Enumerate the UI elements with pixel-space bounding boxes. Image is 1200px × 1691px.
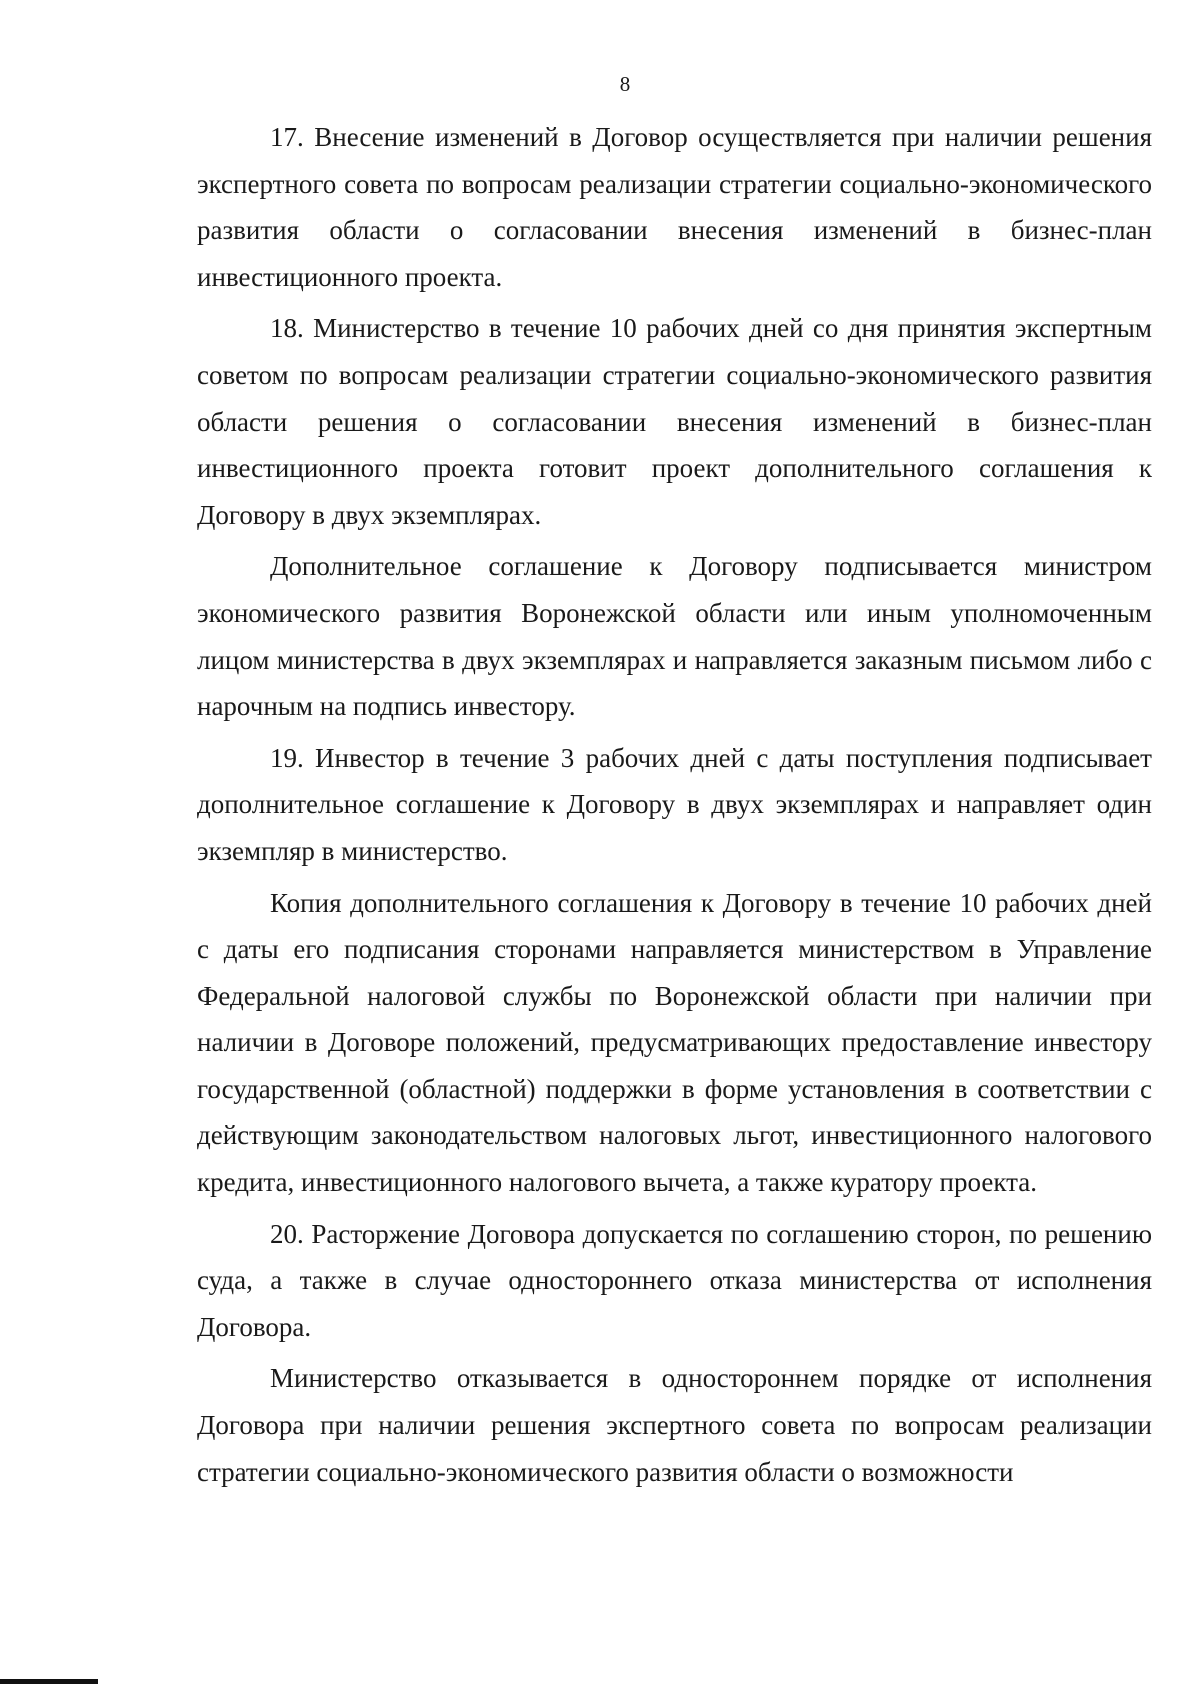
paragraph-17: 17. Внесение изменений в Договор осуществляется при наличии решения экспертного совета по вопросам реализации стратегии социально-экономического развития области о согласовании внесения изменений в бизнес-план инвестиционного проекта. [197,122,1152,292]
document-body [197,114,1152,1500]
paragraph-20: 20. Расторжение Договора допускается по соглашению сторон, по решению суда, а также в случае одностороннего отказа министерства от исполнения Договора. [197,1218,1152,1342]
paragraph-20-unilateral-refusal: Министерство отказывается в одностороннем порядке от исполнения Договора при наличии решения экспертного совета по вопросам реализации стратегии социально-экономического развития области о возможности [197,1363,1152,1487]
paragraph-18-additional-agreement-signing: Дополнительное соглашение к Договору подписывается министром экономического развития Воронежской области или иным уполномоченным лицом министерства в двух экземплярах и направляется заказным письмом либо с нарочным на подпись инвестору. [197,551,1152,722]
paragraph-19-copy-distribution: Копия дополнительного соглашения к Договору в течение 10 рабочих дней с даты его подписания сторонами направляется министерством в Управление Федеральной налоговой службы по Воронежской области при наличии при наличии в Договоре положений, предусматривающих предоставление инвестору государственной (областной) поддержки в форме установления в соответствии с действующим законодательством налоговых льгот, инвестиционного налогового кредита, инвестиционного налогового вычета, а также куратору проекта. [197,887,1152,1198]
paragraph-19: 19. Инвестор в течение 3 рабочих дней с даты поступления подписывает дополнительное соглашение к Договору в двух экземплярах и направляет один экземпляр в министерство. [197,742,1152,866]
scan-edge-mark [0,1679,98,1684]
paragraph-18: 18. Министерство в течение 10 рабочих дней со дня принятия экспертным советом по вопросам реализации стратегии социально-экономического развития области решения о согласовании внесения изменений в бизнес-план инвестиционного проекта готовит проект дополнительного соглашения к Договору в двух экземплярах. [197,313,1152,530]
page-number: 8 [619,72,631,96]
